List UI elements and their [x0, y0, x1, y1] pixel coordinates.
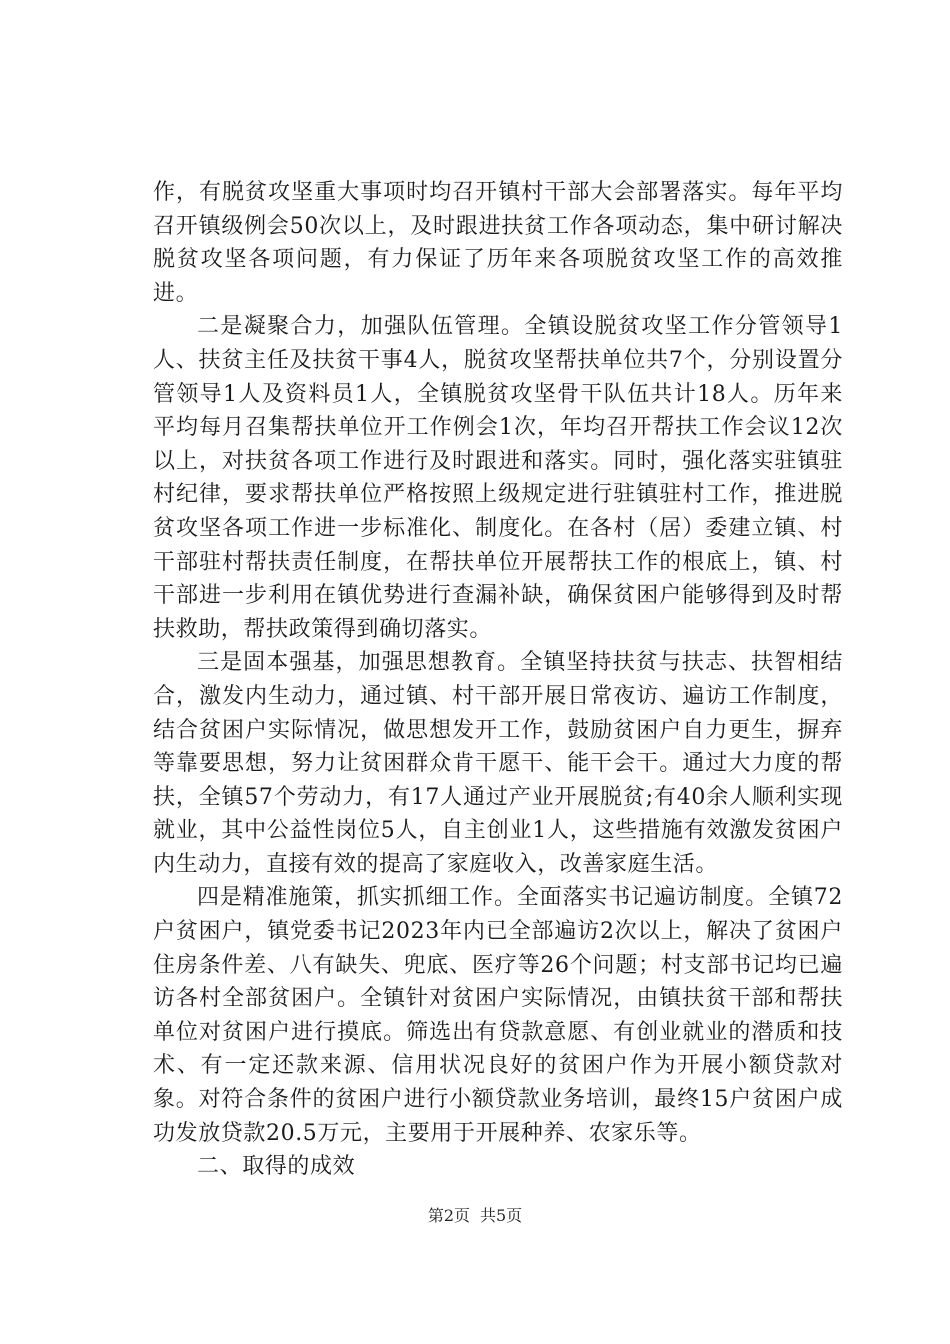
section-heading-achievements: 二、取得的成效	[197, 1154, 356, 1180]
document-body	[153, 176, 843, 1184]
paragraph-team-management: 二是凝聚合力，加强队伍管理。全镇设脱贫攻坚工作分管领导1人、扶贫主任及扶贫干事4人，脱贫攻坚帮扶单位共7个，分别设置分管领导1人及资料员1人，全镇脱贫攻坚骨干队伍共计18人。历年来平均每月召集帮扶单位开工作例会1次，年均召开帮扶工作会议12次以上，对扶贫各项工作进行及时跟进和落实。同时，强化落实驻镇驻村纪律，要求帮扶单位严格按照上级规定进行驻镇驻村工作，推进脱贫攻坚各项工作进一步标准化、制度化。在各村（居）委建立镇、村干部驻村帮扶责任制度，在帮扶单位开展帮扶工作的根底上，镇、村干部进一步利用在镇优势进行查漏补缺，确保贫困户能够得到及时帮扶救助，帮扶政策得到确切落实。	[153, 314, 843, 642]
page-number-current: 第2页	[427, 1206, 470, 1225]
paragraph-ideological-education: 三是固本强基，加强思想教育。全镇坚持扶贫与扶志、扶智相结合，激发内生动力，通过镇、村干部开展日常夜访、遍访工作制度，结合贫困户实际情况，做思想发开工作，鼓励贫困户自力更生，摒弃等靠要思想，努力让贫困群众肯干愿干、能干会干。通过大力度的帮扶，全镇57个劳动力，有17人通过产业开展脱贫;有40余人顺利实现就业，其中公益性岗位5人，自主创业1人，这些措施有效激发贫困户内生动力，直接有效的提高了家庭收入，改善家庭生活。	[153, 650, 843, 877]
paragraph-continuation: 作，有脱贫攻坚重大事项时均召开镇村干部大会部署落实。每年平均召开镇级例会50次以上，及时跟进扶贫工作各项动态，集中研讨解决脱贫攻坚各项问题，有力保证了历年来各项脱贫攻坚工作的高效推进。	[153, 180, 843, 306]
paragraph-precise-measures: 四是精准施策，抓实抓细工作。全面落实书记遍访制度。全镇72户贫困户，镇党委书记2023年内已全部遍访2次以上，解决了贫困户住房条件差、八有缺失、兜底、医疗等26个问题；村支部书记均已遍访各村全部贫困户。全镇针对贫困户实际情况，由镇扶贫干部和帮扶单位对贫困户进行摸底。筛选出有贷款意愿、有创业就业的潜质和技术、有一定还款来源、信用状况良好的贫困户作为开展小额贷款对象。对符合条件的贫困户进行小额贷款业务培训，最终15户贫困户成功发放贷款20.5万元，主要用于开展种养、农家乐等。	[153, 885, 843, 1146]
page-number-total: 共5页	[480, 1206, 523, 1225]
page-footer	[0, 1206, 950, 1226]
